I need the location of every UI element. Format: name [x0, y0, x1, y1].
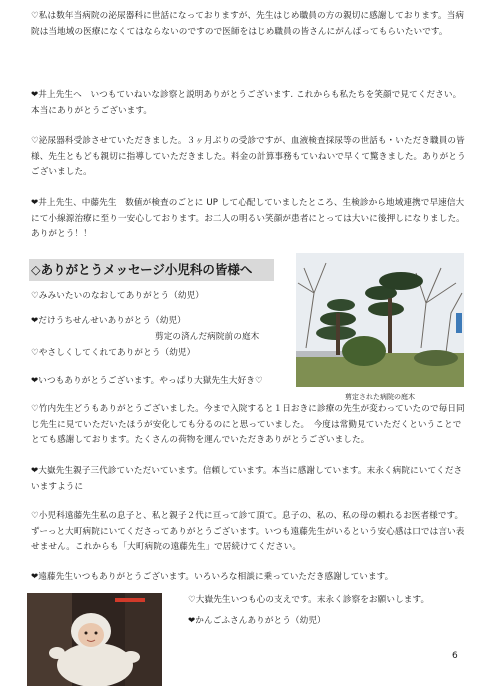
- garden-photo: [296, 253, 464, 387]
- message-subline: 剪定の済んだ病院前の庭木: [155, 332, 260, 342]
- message-item: ❤遠藤先生いつもありがとうございます。いろいろな相談に乗っていただき感謝しています。: [31, 572, 394, 582]
- baby-photo: [27, 593, 162, 686]
- message-item: ♡大嶽先生いつも心の支えです。末永く診察をお願いします。: [188, 595, 430, 605]
- message-paragraph-4: ❤井上先生、中藤先生 数値が検査のごとに UP して心配していましたところ、生検診から地域連携で早速信大にて小線源治療に至り一安心しております。お二人の明るい笑顔が患者にとっては大いに後押しになりました。ありがとう！！: [31, 198, 465, 240]
- message-item: ❤かんごふさんありがとう（幼児）: [188, 616, 326, 626]
- message-item: ❤だけうちせんせいありがとう（幼児）: [31, 316, 186, 326]
- message-item: ♡みみいたいのなおしてありがとう（幼児）: [31, 291, 204, 301]
- message-item: ❤大嶽先生親子三代診ていただいています。信頼しています。本当に感謝しています。末永く病院にいてくださいますように: [31, 466, 463, 492]
- message-paragraph-2: ❤井上先生へ いつもていねいな診察と説明ありがとうございます. これからも私たちを笑顔で見てください。本当にありがとうございます。: [31, 90, 462, 116]
- photo-caption: 剪定された病院の庭木: [345, 393, 415, 401]
- message-item: ♡竹内先生どうもありがとうございました。今まで入院すると１日おきに診療の先生が変わっていたので毎日同じ先生に見ていただいたほうが安化しても分るのにと思っていました。 今度は常勤見ていただくということでとても感謝しております。たくさんの荷物を運んでいただきありがとうございました。: [31, 404, 465, 446]
- message-item: ❤いつもありがとうございます。やっぱり大獄先生大好き♡: [31, 376, 263, 386]
- message-item: ♡小児科遠藤先生私の息子と、私と親子２代に亘って診て頂て。息子の、私の、私の母の頼れるお医者様です。ずーっと大町病院にいてくださってありがとうございます。いつも遠藤先生がいるという安心感は口では言い表せません。これからも「大町病院の遠藤先生」で居続けてください。: [31, 511, 465, 553]
- message-item: ♡やさしくしてくれてありがとう（幼児）: [31, 348, 196, 358]
- page-number: 6: [452, 651, 458, 661]
- message-paragraph-3: ♡泌尿器科受診させていただきました。３ヶ月ぶりの受診ですが、血液検査採尿等の世話も・いただき職員の皆様、先生ともども親切に指導していただきました。料金の計算事務もていねいで早くて驚きました。ありがとうございました。: [31, 136, 466, 178]
- message-paragraph-1: ♡私は数年当病院の泌尿器科に世話になっておりますが、先生はじめ職員の方の親切に感謝しております。当病院は当地域の医療になくてはならないのですので医師をはじめ職員の皆さんにがんばってもらいたいです。: [31, 11, 465, 37]
- section-heading: ◇ありがとうメッセージ小児科の皆様へ: [29, 259, 274, 281]
